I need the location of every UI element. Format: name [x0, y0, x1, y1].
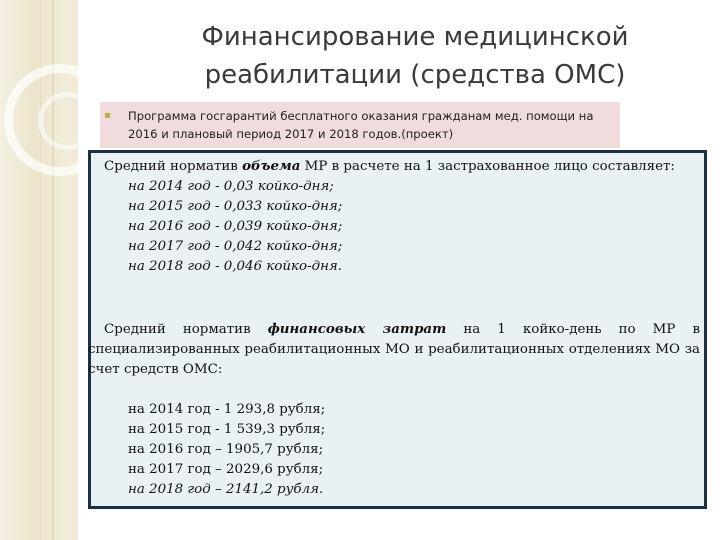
volume-list: [128, 177, 700, 277]
title-line: реабилитации (средства ОМС): [204, 60, 626, 90]
decorative-dot: [78, 30, 94, 46]
finance-emphasis: финансовых затрат: [267, 321, 447, 337]
decorative-ring: [38, 92, 96, 150]
list-item: на 2018 год – 2141,2 рубля.: [128, 482, 324, 497]
slide-title: [170, 18, 660, 94]
list-item: на 2015 год - 0,033 койко-дня;: [128, 199, 343, 214]
finance-rest: на 1 койко-день по МР в специализированных реабилитационных МО и реабилитационных отделениях МО за счет средств ОМС:: [88, 322, 700, 377]
list-item: на 2016 год – 1905,7 рубля;: [128, 442, 324, 457]
spacer: [116, 277, 700, 319]
list-item: на 2017 год - 0,042 койко-дня;: [128, 239, 343, 254]
square-bullet-icon: ▪: [104, 110, 111, 121]
volume-paragraph: [88, 156, 700, 177]
finance-list: [128, 400, 700, 500]
volume-lead: Средний норматив: [104, 159, 238, 174]
subtitle-text: Программа госгарантий бесплатного оказания гражданам мед. помощи на 2016 и плановый период 2017 и 2018 годов.(проект): [128, 109, 594, 141]
spacer: [116, 380, 700, 400]
finance-lead: Средний норматив: [104, 322, 251, 337]
list-item: на 2015 год - 1 539,3 рубля;: [128, 422, 326, 437]
list-item: на 2018 год - 0,046 койко-дня.: [128, 259, 343, 274]
volume-rest: МР в расчете на 1 застрахованное лицо составляет:: [304, 159, 675, 174]
list-item: на 2014 год - 0,03 койко-дня;: [128, 179, 334, 194]
list-item: на 2016 год - 0,039 койко-дня;: [128, 219, 343, 234]
list-item: на 2017 год – 2029,6 рубля;: [128, 462, 324, 477]
content-text: [88, 156, 700, 500]
title-line: Финансирование медицинской: [201, 22, 629, 52]
volume-emphasis: объема: [242, 158, 301, 174]
list-item: на 2014 год - 1 293,8 рубля;: [128, 402, 326, 417]
finance-paragraph: [88, 319, 700, 380]
